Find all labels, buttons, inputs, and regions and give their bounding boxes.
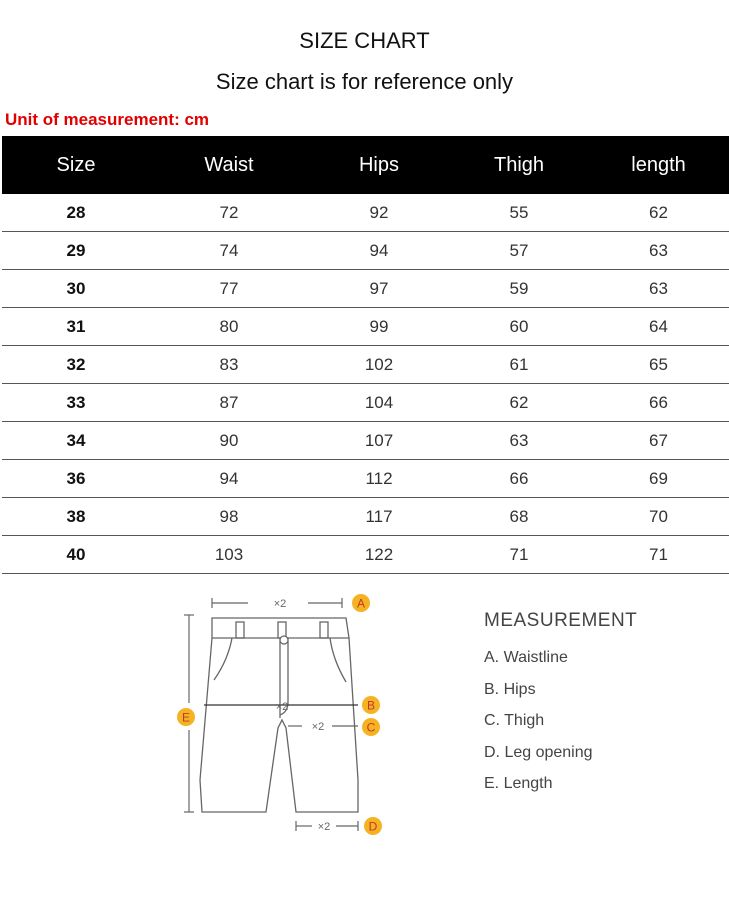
shorts-diagram <box>170 590 400 845</box>
header-length: length <box>588 136 729 194</box>
table-row <box>2 422 729 460</box>
measurement-cell: 67 <box>588 422 729 460</box>
header-thigh: Thigh <box>450 136 588 194</box>
size-cell: 29 <box>2 232 150 270</box>
measurement-cell: 99 <box>308 308 450 346</box>
measurement-cell: 94 <box>308 232 450 270</box>
svg-text:C: C <box>366 720 376 735</box>
measurement-cell: 71 <box>450 536 588 574</box>
measurement-cell: 68 <box>450 498 588 536</box>
measurement-cell: 63 <box>450 422 588 460</box>
thigh-multiplier: ×2 <box>311 721 325 733</box>
measurement-cell: 62 <box>588 194 729 232</box>
marker-c <box>362 718 380 736</box>
measurement-cell: 66 <box>588 384 729 422</box>
leg-opening-multiplier: ×2 <box>317 821 331 833</box>
marker-d <box>364 817 382 835</box>
measurement-cell: 77 <box>150 270 308 308</box>
legend-item-hips: B. Hips <box>484 680 536 698</box>
table-row <box>2 460 729 498</box>
measurement-legend <box>484 610 724 807</box>
measurement-cell: 66 <box>450 460 588 498</box>
measurement-cell: 102 <box>308 346 450 384</box>
measurement-cell: 60 <box>450 308 588 346</box>
measurement-cell: 94 <box>150 460 308 498</box>
chart-subtitle: Size chart is for reference only <box>215 69 514 94</box>
waist-button <box>280 636 288 644</box>
unit-note: Unit of measurement: cm <box>5 110 210 129</box>
measurement-cell: 80 <box>150 308 308 346</box>
table-header-row <box>2 136 729 194</box>
legend-item-thigh: C. Thigh <box>484 712 545 729</box>
table-row <box>2 232 729 270</box>
table-row <box>2 194 729 232</box>
size-cell: 32 <box>2 346 150 384</box>
size-cell: 40 <box>2 536 150 574</box>
legend-item-waistline: A. Waistline <box>484 649 568 666</box>
measurement-cell: 55 <box>450 194 588 232</box>
shorts-outline <box>200 618 358 812</box>
table-row <box>2 270 729 308</box>
measurement-cell: 71 <box>588 536 729 574</box>
measurement-cell: 65 <box>588 346 729 384</box>
size-cell: 30 <box>2 270 150 308</box>
size-cell: 33 <box>2 384 150 422</box>
measurement-cell: 63 <box>588 232 729 270</box>
measurement-cell: 103 <box>150 536 308 574</box>
measurement-cell: 59 <box>450 270 588 308</box>
measurement-cell: 72 <box>150 194 308 232</box>
measurement-cell: 122 <box>308 536 450 574</box>
table-row <box>2 498 729 536</box>
svg-text:E: E <box>181 710 191 725</box>
measurement-cell: 90 <box>150 422 308 460</box>
table-row <box>2 346 729 384</box>
legend-title: MEASUREMENT <box>484 610 638 631</box>
table-body <box>2 194 729 574</box>
measurement-cell: 83 <box>150 346 308 384</box>
measurement-cell: 57 <box>450 232 588 270</box>
measurement-cell: 61 <box>450 346 588 384</box>
header-hips: Hips <box>308 136 450 194</box>
measurement-cell: 87 <box>150 384 308 422</box>
legend-item-leg-opening: D. Leg opening <box>484 743 593 761</box>
marker-e <box>177 708 195 726</box>
size-cell: 28 <box>2 194 150 232</box>
measurement-cell: 74 <box>150 232 308 270</box>
svg-text:B: B <box>366 698 376 713</box>
measurement-cell: 97 <box>308 270 450 308</box>
measurement-cell: 117 <box>308 498 450 536</box>
marker-a <box>352 594 370 612</box>
legend-item-length: E. Length <box>484 775 553 792</box>
header-size: Size <box>2 136 150 194</box>
size-cell: 36 <box>2 460 150 498</box>
measurement-cell: 112 <box>308 460 450 498</box>
chart-title: SIZE CHART <box>299 28 430 53</box>
table-row <box>2 384 729 422</box>
table-row <box>2 536 729 574</box>
measurement-cell: 92 <box>308 194 450 232</box>
table-row <box>2 308 729 346</box>
measurement-cell: 69 <box>588 460 729 498</box>
size-table <box>2 136 729 574</box>
hips-multiplier: ×2 <box>275 701 289 713</box>
measurement-cell: 70 <box>588 498 729 536</box>
measurement-cell: 104 <box>308 384 450 422</box>
svg-text:D: D <box>368 819 378 834</box>
measurement-cell: 63 <box>588 270 729 308</box>
svg-text:A: A <box>356 596 366 611</box>
size-cell: 31 <box>2 308 150 346</box>
size-cell: 34 <box>2 422 150 460</box>
measurement-cell: 107 <box>308 422 450 460</box>
measurement-cell: 64 <box>588 308 729 346</box>
measurement-cell: 62 <box>450 384 588 422</box>
size-cell: 38 <box>2 498 150 536</box>
header-waist: Waist <box>150 136 308 194</box>
marker-b <box>362 696 380 714</box>
waist-multiplier: ×2 <box>273 598 287 610</box>
measurement-cell: 98 <box>150 498 308 536</box>
